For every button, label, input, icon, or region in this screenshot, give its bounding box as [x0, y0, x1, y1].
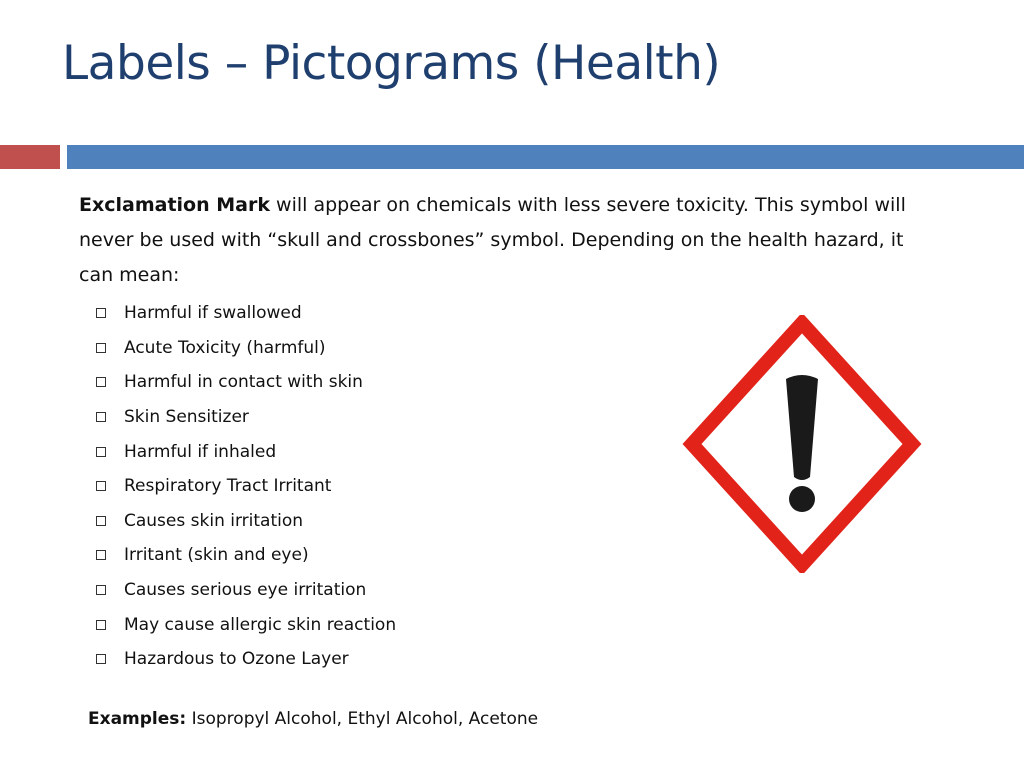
square-bullet-icon: [96, 550, 106, 560]
intro-text: will appear on chemicals with less severe toxicity. This symbol will never be used with “skull and crossbones” symbol. Depending on the health hazard, it can mean:: [79, 194, 906, 286]
accent-bar-blue: [67, 145, 1024, 169]
intro-bold-term: Exclamation Mark: [79, 194, 270, 216]
hazard-label: Causes skin irritation: [124, 510, 304, 531]
examples-label: Examples:: [88, 709, 187, 729]
hazard-item: [96, 538, 396, 573]
hazard-label: Harmful in contact with skin: [124, 372, 363, 393]
intro-paragraph: [79, 188, 919, 293]
hazard-item: [96, 296, 396, 331]
square-bullet-icon: [96, 412, 106, 422]
hazard-item: [96, 642, 396, 677]
hazard-label: Hazardous to Ozone Layer: [124, 649, 349, 670]
accent-bar-red: [0, 145, 60, 169]
hazard-list: [96, 296, 396, 677]
hazard-item: [96, 434, 396, 469]
square-bullet-icon: [96, 343, 106, 353]
hazard-item: [96, 504, 396, 539]
square-bullet-icon: [96, 654, 106, 664]
examples-text: Isopropyl Alcohol, Ethyl Alcohol, Acetone: [186, 709, 539, 729]
square-bullet-icon: [96, 585, 106, 595]
square-bullet-icon: [96, 516, 106, 526]
hazard-item: [96, 400, 396, 435]
hazard-label: Skin Sensitizer: [124, 407, 249, 428]
examples-line: [88, 706, 538, 732]
hazard-label: Respiratory Tract Irritant: [124, 476, 332, 497]
hazard-label: Causes serious eye irritation: [124, 580, 367, 601]
hazard-item: [96, 607, 396, 642]
square-bullet-icon: [96, 308, 106, 318]
hazard-item: [96, 365, 396, 400]
slide-title: Labels – Pictograms (Health): [62, 36, 721, 91]
square-bullet-icon: [96, 620, 106, 630]
square-bullet-icon: [96, 447, 106, 457]
exclamation-mark-hazard-icon: [682, 315, 922, 573]
hazard-item: [96, 331, 396, 366]
hazard-label: Harmful if swallowed: [124, 303, 302, 324]
square-bullet-icon: [96, 377, 106, 387]
hazard-label: May cause allergic skin reaction: [124, 614, 397, 635]
hazard-label: Harmful if inhaled: [124, 441, 277, 462]
hazard-label: Irritant (skin and eye): [124, 545, 309, 566]
hazard-item: [96, 469, 396, 504]
hazard-item: [96, 573, 396, 608]
hazard-label: Acute Toxicity (harmful): [124, 337, 326, 358]
square-bullet-icon: [96, 481, 106, 491]
